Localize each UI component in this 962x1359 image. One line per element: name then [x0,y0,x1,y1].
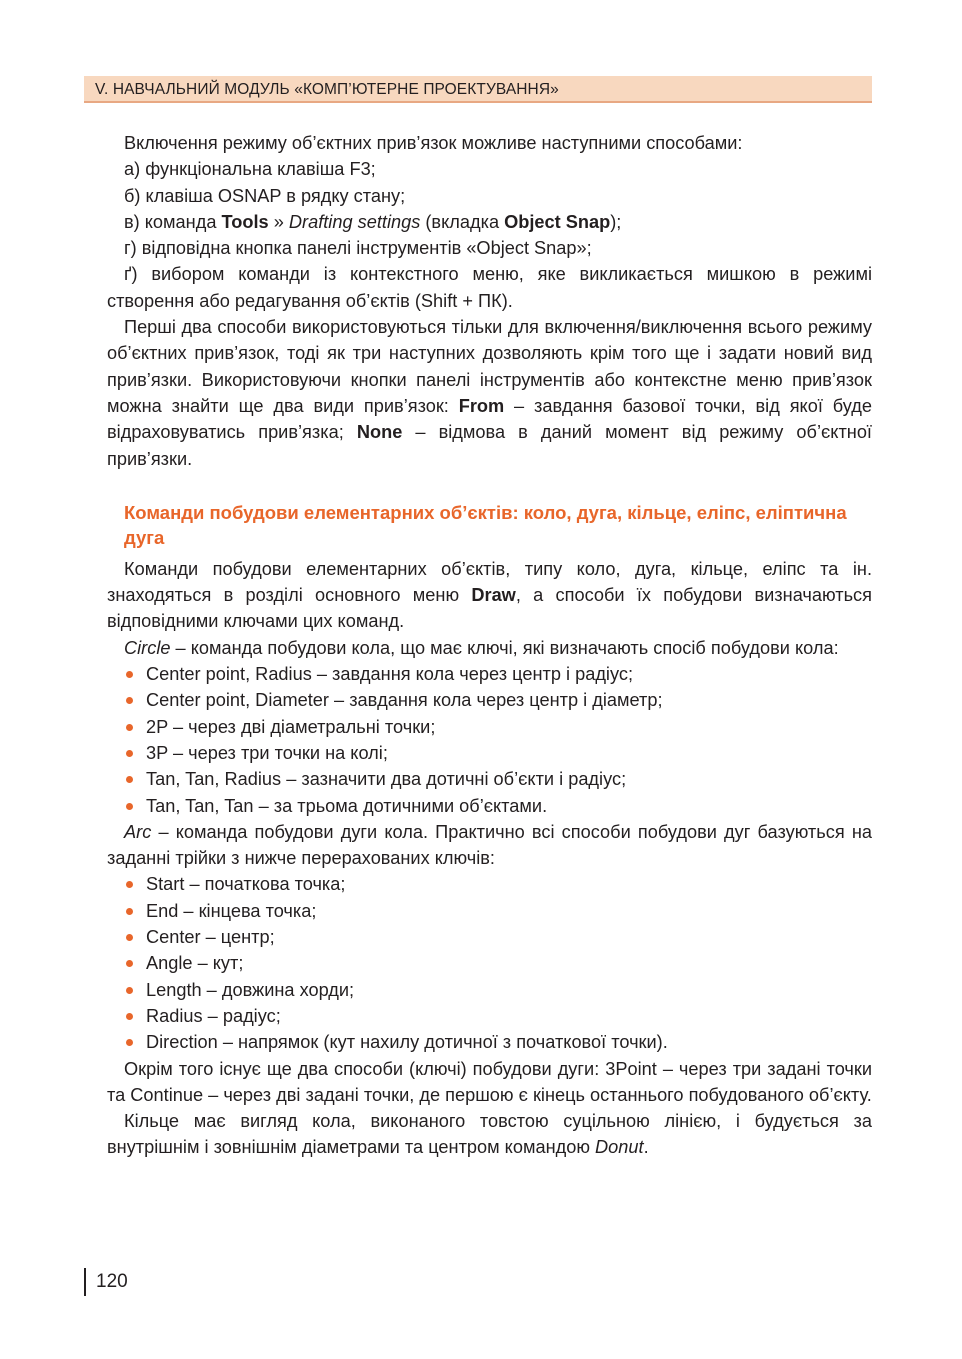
circle-key: Center point, Diameter – завдання кола через центр і діаметр; [146,690,663,711]
snap-modes-pre: Перші два способи використовуються тільки для включення/виключення всього режиму об’єктних прив’язок, тоді як три наступних дозволяють крім того ще і задати новий вид прив’язки. Використовуючи кнопки панелі інструментів або контекстне меню прив’язок можна знайти ще два види прив’язок: [107,317,872,416]
paragraph-commands [107,556,872,635]
list-item [107,687,872,713]
paragraph-snap-modes [107,314,872,472]
intro-item-c-pre: в) команда [124,211,222,232]
circle-command: Circle [124,637,171,658]
circle-key: Tan, Tan, Radius – зазначити два дотичні об’єкти і радіус; [146,769,627,790]
arc-key: Angle – кут; [146,953,244,974]
arc-key: Start – початкова точка; [146,874,346,895]
intro-item-a: а) функціональна клавіша F3; [124,159,376,180]
bullet-icon [126,750,133,757]
page-body [107,130,872,1161]
list-item [107,1003,872,1029]
circle-key: Center point, Radius – завдання кола через центр і радіус; [146,664,634,685]
circle-key: 2P – через дві діаметральні точки; [146,716,436,737]
bullet-icon [126,960,133,967]
list-item [107,950,872,976]
tools-command: Tools [221,211,269,232]
list-item [107,766,872,792]
running-header: V. НАВЧАЛЬНИЙ МОДУЛЬ «КОМП’ЮТЕРНЕ ПРОЕКТУВАННЯ» [84,76,872,103]
circle-description: – команда побудови кола, що має ключі, які визначають спосіб побудови кола: [170,637,839,658]
donut-pre: Кільце має вигляд кола, виконаного товстою суцільною лінією, і будується за внутрішнім і зовнішнім діаметрами та центром командою [107,1111,872,1158]
bullet-icon [126,1013,133,1020]
list-item [107,1029,872,1055]
none-keyword: None [356,422,403,443]
bullet-icon [126,671,133,678]
arc-key: Direction – напрямок (кут нахилу дотичної з початкової точки). [146,1032,668,1053]
intro-item-c-end: ); [610,211,622,232]
arc-key: End – кінцева точка; [146,900,317,921]
bullet-icon [126,803,133,810]
bullet-icon [126,1039,133,1046]
page-number: 120 [84,1268,128,1296]
paragraph-arc-extra: Окрім того існує ще два способи (ключі) побудови дуги: 3Point – через три задані точки та Continue – через дві задані точки, де першою є кінець останнього побудованого об’єкту. [107,1058,872,1105]
from-keyword: From [458,395,505,416]
intro-lead: Включення режиму об’єктних прив’язок можливе наступними способами: [124,133,743,153]
circle-keys-list [107,661,872,819]
list-item [107,898,872,924]
intro-item-gg: ґ) вибором команди із контекстного меню, яке викликається мишкою в режимі створення або редагування об’єктів (Shift + ПК). [107,264,872,311]
arc-keys-list [107,871,872,1055]
list-item [107,924,872,950]
intro-item-g: г) відповідна кнопка панелі інструментів «Object Snap»; [124,238,592,259]
object-snap-tab: Object Snap [504,211,611,232]
donut-post: . [643,1137,649,1158]
arc-command: Arc [124,821,152,842]
list-item [107,977,872,1003]
snap-modes-post: – відмова в даний момент від режиму об’єктної прив’язки. [107,422,872,469]
circle-key: 3P – через три точки на колі; [146,742,388,763]
paragraph-arc [107,819,872,872]
bullet-icon [126,987,133,994]
commands-pre: Команди побудови елементарних об’єктів, типу коло, дуга, кільце, еліпс та ін. знаходяться в розділі основного меню [107,558,872,606]
bullet-icon [126,724,133,731]
list-item [107,740,872,766]
bullet-icon [126,908,133,915]
list-item [107,661,872,687]
list-item [107,714,872,740]
snap-modes-mid: – завдання базової точки, від якої буде відраховуватись прив’язка; [107,395,872,443]
bullet-icon [126,776,133,783]
section-heading: Команди побудови елементарних об’єктів: коло, дуга, кільце, еліпс, еліптична дуга [124,501,847,548]
list-item [107,871,872,897]
intro-item-c-mid: (вкладка [420,211,505,232]
arc-key: Center – центр; [146,927,275,948]
bullet-icon [126,934,133,941]
draw-menu-keyword: Draw [471,585,516,606]
bullet-icon [126,881,133,888]
paragraph-donut [107,1108,872,1161]
drafting-settings-term: Drafting settings [288,211,421,232]
section-spacer [107,472,872,498]
commands-post: , а способи їх побудови визначаються відповідними ключами цих команд. [107,585,872,632]
intro-item-b: б) клавіша OSNAP в рядку стану; [124,185,406,206]
arc-description: – команда побудови дуги кола. Практично всі способи побудови дуг базуються на заданні трійки з нижче перерахованих ключів: [107,821,872,869]
bullet-icon [126,697,133,704]
arc-key: Radius – радіус; [146,1005,281,1026]
donut-command: Donut [595,1137,644,1158]
arc-key: Length – довжина хорди; [146,979,355,1000]
intro-item-c-sep: » [268,211,289,232]
list-item [107,793,872,819]
circle-key: Tan, Tan, Tan – за трьома дотичними об’єктами. [146,795,548,816]
intro-item-c [107,209,872,235]
paragraph-circle [107,635,872,661]
